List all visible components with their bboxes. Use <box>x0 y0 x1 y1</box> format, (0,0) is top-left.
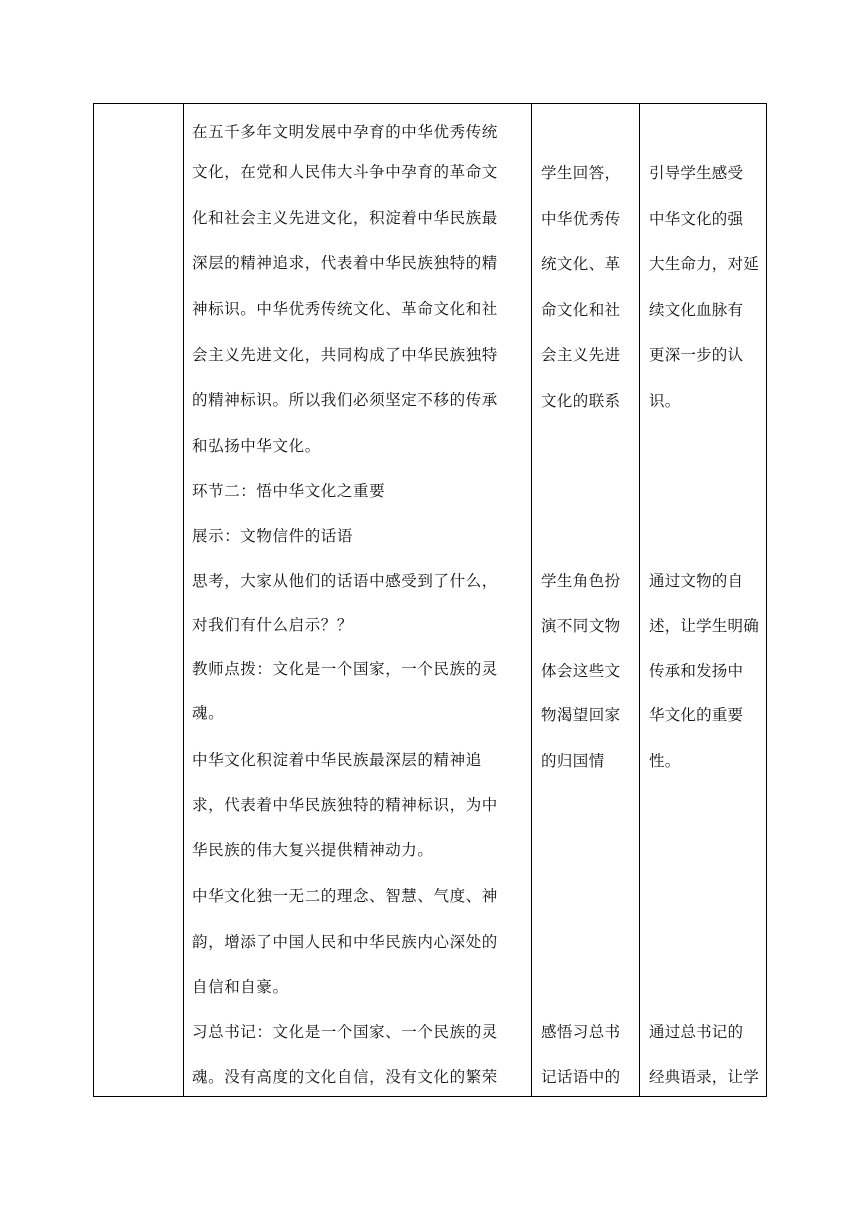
intent-line: 通过总书记的 <box>649 1023 744 1041</box>
activity-line: 感悟习总书 <box>541 1023 621 1041</box>
content-line: 华民族的伟大复兴提供精神动力。 <box>192 841 434 859</box>
content-line: 对我们有什么启示？？ <box>192 616 354 634</box>
content-line: 魂。没有高度的文化自信，没有文化的繁荣 <box>192 1068 498 1086</box>
content-line: 习总书记：文化是一个国家、一个民族的灵 <box>192 1023 498 1041</box>
intent-line: 性。 <box>649 752 681 770</box>
content-line: 和弘扬中华文化。 <box>192 437 321 455</box>
content-line: 教师点拨：文化是一个国家，一个民族的灵 <box>192 660 498 678</box>
activity-line: 命文化和社 <box>541 301 621 319</box>
content-line: 求，代表着中华民族独特的精神标识，为中 <box>192 796 498 814</box>
intent-line: 中华文化的强 <box>649 210 744 228</box>
intent-line: 传承和发扬中 <box>649 662 744 680</box>
content-line: 中华文化积淀着中华民族最深层的精神追 <box>192 751 482 769</box>
content-line: 深层的精神追求，代表着中华民族独特的精 <box>192 254 498 272</box>
table-column-design-intent <box>639 104 768 1096</box>
activity-line: 中华优秀传 <box>541 210 621 228</box>
lesson-table <box>93 103 767 1097</box>
intent-line: 识。 <box>649 392 681 410</box>
intent-line: 述，让学生明确 <box>649 617 759 635</box>
activity-line: 记话语中的 <box>541 1068 621 1086</box>
table-column-teaching-content <box>183 104 531 1096</box>
content-line: 的精神标识。所以我们必须坚定不移的传承 <box>192 391 498 409</box>
content-line: 化和社会主义先进文化，积淀着中华民族最 <box>192 209 498 227</box>
content-line: 在五千多年文明发展中孕育的中华优秀传统 <box>192 123 498 141</box>
table-column-student-activity <box>531 104 639 1096</box>
activity-line: 会主义先进 <box>541 346 621 364</box>
activity-line: 的归国情 <box>541 752 605 770</box>
intent-line: 通过文物的自 <box>649 572 744 590</box>
intent-line: 华文化的重要 <box>649 706 744 724</box>
activity-line: 学生回答， <box>541 164 621 182</box>
content-line: 文化，在党和人民伟大斗争中孕育的革命文 <box>192 163 498 181</box>
content-line: 会主义先进文化，共同构成了中华民族独特 <box>192 346 498 364</box>
activity-line: 学生角色扮 <box>541 572 621 590</box>
activity-line: 文化的联系 <box>541 392 621 410</box>
activity-line: 统文化、革 <box>541 255 621 273</box>
intent-line: 引导学生感受 <box>649 164 744 182</box>
content-line: 韵，增添了中国人民和中华民族内心深处的 <box>192 933 498 951</box>
section-heading: 环节二：悟中华文化之重要 <box>192 482 386 500</box>
content-line: 魂。 <box>192 704 225 722</box>
intent-line: 更深一步的认 <box>649 346 744 364</box>
activity-line: 体会这些文 <box>541 662 621 680</box>
content-line: 思考，大家从他们的话语中感受到了什么， <box>192 572 498 590</box>
intent-line: 经典语录，让学 <box>649 1068 759 1086</box>
intent-line: 续文化血脉有 <box>649 301 744 319</box>
content-line: 神标识。中华优秀传统文化、革命文化和社 <box>192 300 498 318</box>
intent-line: 大生命力，对延 <box>649 255 759 273</box>
activity-line: 物渴望回家 <box>541 706 621 724</box>
content-line: 自信和自豪。 <box>192 978 289 996</box>
content-line: 中华文化独一无二的理念、智慧、气度、神 <box>192 887 498 905</box>
content-line: 展示：文物信件的话语 <box>192 527 354 545</box>
table-column-stage <box>94 104 182 1096</box>
activity-line: 演不同文物 <box>541 617 621 635</box>
